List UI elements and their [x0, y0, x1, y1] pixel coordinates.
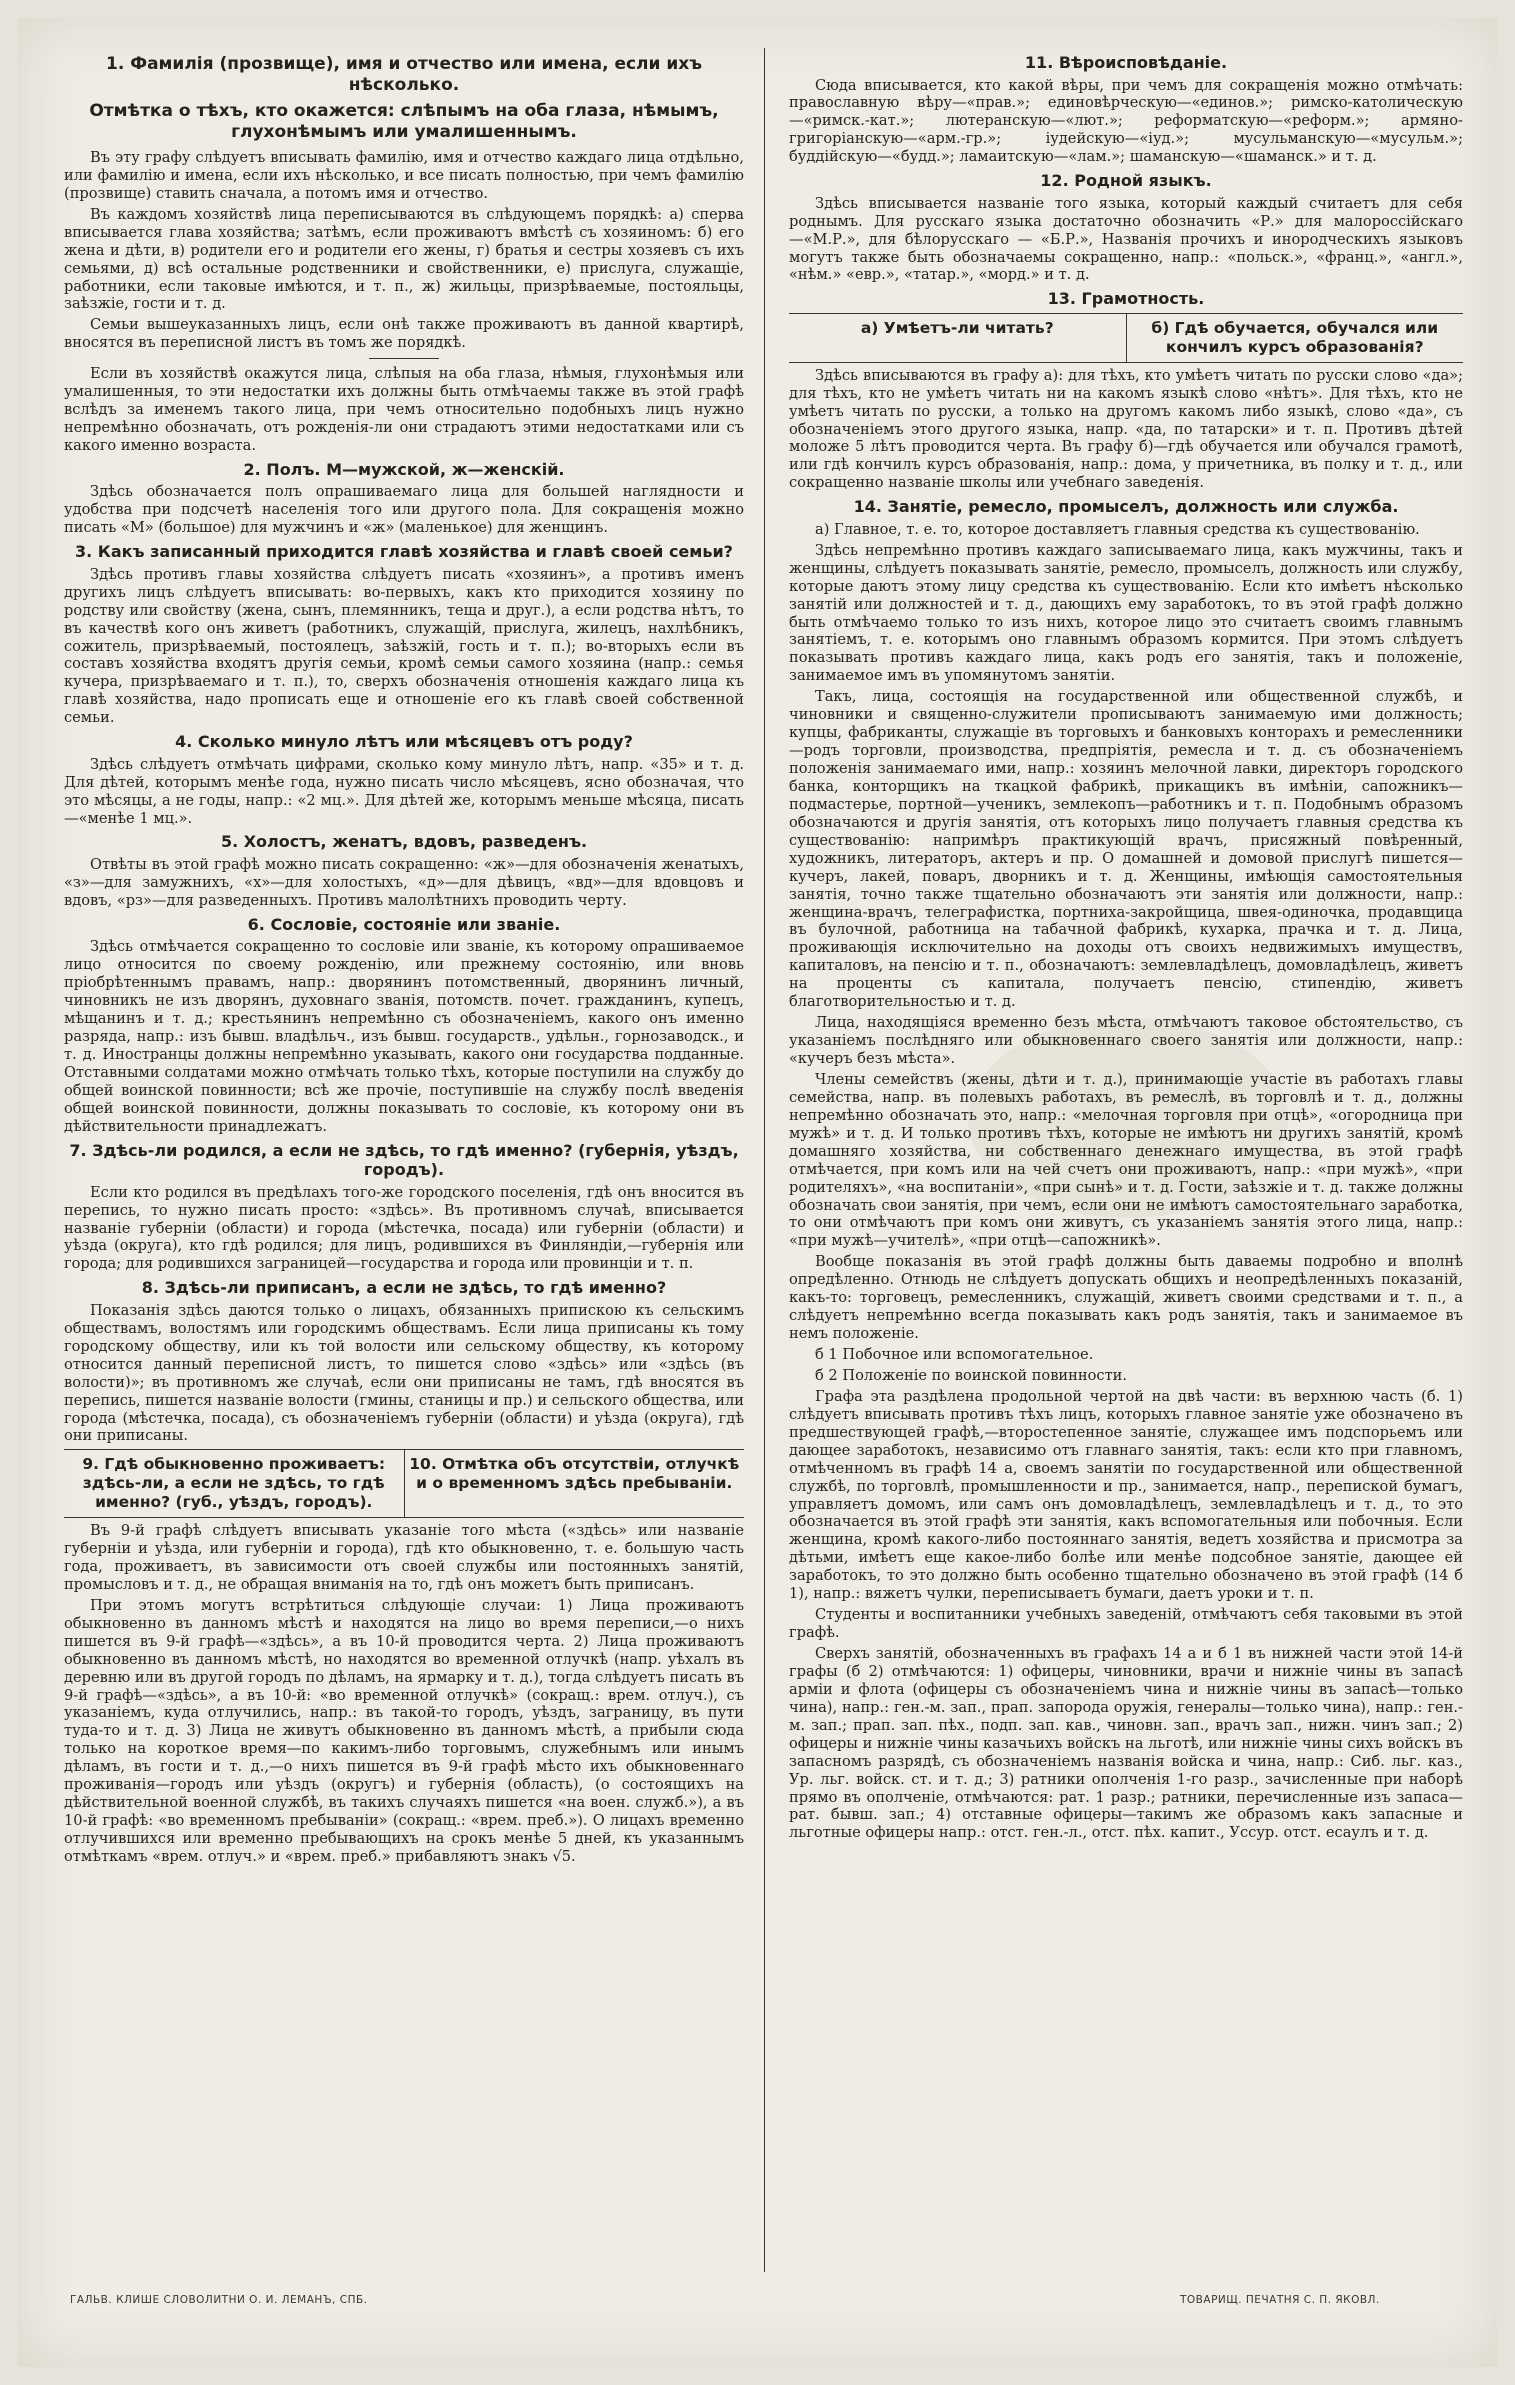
- split-heading: [789, 313, 1463, 363]
- paragraph: Здѣсь слѣдуетъ отмѣчать цифрами, сколько кому минуло лѣтъ, напр. «35» и т. д. Для дѣтей, которымъ менѣе года, нужно писать число мѣсяцевъ, ясно обозначая, что это мѣсяцы, а не годы, напр.: «2 мц.». Для дѣтей же, которымъ меньше мѣсяца, писать—«менѣе 1 мц.».: [64, 755, 744, 827]
- split-heading-right: б) Гдѣ обучается, обучался или кончилъ курсъ образованія?: [1151, 318, 1439, 356]
- left-column: [64, 48, 744, 2277]
- paragraph: б 2 Положеніе по воинской повинности.: [815, 1366, 1128, 1384]
- paragraph: Если кто родился въ предѣлахъ того-же городского поселенія, гдѣ онъ вносится въ перепись, то нужно писать просто: «здѣсь». Въ противномъ случаѣ, вписывается названіе губерніи (области) и города (мѣстечка, посада) или губерніи (области) и уѣзда (округа), кто гдѣ родился; для лицъ, родившихся въ Финляндіи,—губернія или города; для родившихся заграницей—государства и города или провинціи и т. п.: [64, 1183, 744, 1273]
- paragraph: При этомъ могутъ встрѣтиться слѣдующіе случаи: 1) Лица проживаютъ обыкновенно въ данномъ мѣстѣ и находятся на лицо во время переписи,—о нихъ пишется въ 9-й графѣ—«здѣсь», а въ 10-й проводится черта. 2) Лица проживаютъ обыкновенно въ данномъ мѣстѣ, но находятся во временной отлучкѣ (напр. уѣхалъ въ деревню или въ другой городъ по дѣламъ, на ярмарку и т. д.), тогда слѣдуетъ писать въ 9-й графѣ—«здѣсь», а въ 10-й: «во временной отлучкѣ» (сокращ.: врем. отлуч.), съ указаніемъ, куда отлучились, напр.: въ такой-то городъ, уѣздъ, заграницу, въ пути туда-то и т. д. 3) Лица не живутъ обыкновенно въ данномъ мѣстѣ, а прибыли сюда только на короткое время—по какимъ-либо торговымъ, служебнымъ или инымъ дѣламъ, въ гости и т. д.,—о нихъ пишется въ 9-й графѣ мѣсто ихъ обыкновеннаго проживанія—городъ или уѣздъ (округъ) и губернія (область), (о состоящихъ на дѣйствительной военной службѣ, въ такихъ случаяхъ пишется «на воен. служб.»), а въ 10-й графѣ: «во временномъ пребываніи» (сокращ.: «врем. преб.»). О лицахъ временно отлучившихся или временно пребывающихъ на срокъ менѣе 5 дней, къ указаннымъ отмѣткамъ «врем. отлуч.» и «врем. преб.» прибавляютъ знакъ √5.: [64, 1596, 744, 1865]
- paragraph: Здѣсь вписываются въ графу а): для тѣхъ, кто умѣетъ читать по русски слово «да»; для тѣхъ, кто не умѣетъ читать ни на какомъ языкѣ слово «нѣтъ». Для тѣхъ, кто не умѣетъ читать по русски, а только на другомъ какомъ либо языкѣ, слово «да», съ обозначеніемъ этого другого языка, напр. «да, по татарски» и т. п. Противъ дѣтей моложе 5 лѣтъ проводится черта. Въ графу б)—гдѣ обучается или обучался грамотѣ, или гдѣ кончилъ курсъ образованія, напр.: дома, у причетника, въ полку и т. д., или сокращенно названіе школы или учебнаго заведенія.: [789, 366, 1463, 492]
- split-heading-right: 10. Отмѣтка объ отсутствіи, отлучкѣ и о временномъ здѣсь пребываніи.: [409, 1455, 740, 1493]
- section-subheading: 6. Сословіе, состояніе или званіе.: [247, 914, 561, 934]
- paragraph: Студенты и воспитанники учебныхъ заведеній, отмѣчаютъ себя таковыми въ этой графѣ.: [789, 1606, 1463, 1642]
- paragraph: б 1 Побочное или вспомогательное.: [815, 1346, 1094, 1363]
- short-divider: [369, 358, 439, 359]
- footer-right-imprint: ТОВАРИЩ. ПЕЧАТНЯ С. П. ЯКОВЛ.: [1180, 2294, 1380, 2306]
- section-subheading: 4. Сколько минуло лѣтъ или мѣсяцевъ отъ роду?: [175, 732, 633, 752]
- paragraph: Здѣсь вписывается названіе того языка, который каждый считаетъ для себя роднымъ. Для русскаго языка достаточно обозначить «Р.» для малороссійскаго—«М.Р.», для бѣлорусскаго — «Б.Р.», Названія прочихъ и инородческихъ языковъ могутъ также быть обозначаемы сокращенно, напр.: «польск.», «франц.», «англ.», «нѣм.» «евр.», «татар.», «морд.» и т. д.: [789, 194, 1463, 284]
- paragraph: Члены семействъ (жены, дѣти и т. д.), принимающіе участіе въ работахъ главы семейства, напр. въ полевыхъ работахъ, въ ремеслѣ, въ торговлѣ и т. д., должны непремѣнно обозначать это, напр.: «мелочная торговля при отцѣ», «огородница при мужѣ» и т. д. И только противъ тѣхъ, которые не имѣютъ ни другихъ занятій, кромѣ домашняго хозяйства, ни собственнаго денежнаго имущества, въ этой графѣ отмѣчается, при комъ или на чей счетъ они проживаютъ, напр.: «при мужѣ», «при родителяхъ», «на воспитаніи», «при сынѣ» и т. д. Гости, заѣзжіе и т. д. также должны обозначать свои занятія, при чемъ, если они не имѣютъ самостоятельнаго заработка, то они отмѣчаютъ при комъ они живутъ, съ указаніемъ занятія этого лица, напр.: «при мужѣ—учителѣ», «при отцѣ—сапожникѣ».: [789, 1070, 1463, 1250]
- paragraph: Здѣсь непремѣнно противъ каждаго записываемаго лица, какъ мужчины, такъ и женщины, слѣдуетъ показывать занятіе, ремесло, промыселъ, должность или службу, которые даютъ этому лицу средства къ существованію. Если кто имѣетъ нѣсколько занятій или должностей и т. д., дающихъ ему заработокъ, то въ этой графѣ должно быть отмѣчаемо только то изъ нихъ, которое лицо это считаетъ своимъ главнымъ занятіемъ, т. е. которымъ оно главнымъ образомъ кормится. При этомъ слѣдуетъ показывать противъ каждаго лица, какъ родъ его занятія, такъ и положеніе, занимаемое имъ въ упомянутомъ занятіи.: [789, 541, 1463, 685]
- section-heading: 1. Фамилія (прозвище), имя и отчество или имена, если ихъ нѣсколько.: [106, 54, 702, 95]
- footer-left-imprint: ГАЛЬВ. КЛИШЕ СЛОВОЛИТНИ О. И. ЛЕМАНЪ, СПБ.: [70, 2294, 368, 2306]
- paragraph: Такъ, лица, состоящія на государственной или общественной службѣ, и чиновники и священно-служители прописываютъ занимаемую ими должность; купцы, фабриканты, служащіе въ торговыхъ и банковыхъ конторахъ и ремесленники—родъ торговли, производства, предпріятія, ремесла и т. д. съ обозначеніемъ положенія занимаемаго ими, напр.: хозяинъ мелочной лавки, директоръ городского банка, конторщикъ на ткацкой фабрикѣ, прикащикъ въ имѣніи, сапожникъ—подмастерье, портной—ученикъ, землекопъ—работникъ и т. п. Подобнымъ образомъ обозначаются и другія занятія, отъ которыхъ лицо получаетъ главныя средства къ существованію: напримѣръ практикующій врачъ, присяжный повѣренный, художникъ, литераторъ, актеръ и пр. О домашней и домовой прислугѣ пишется—кучеръ, лакей, поваръ, дворникъ и т. д. Женщины, имѣющія самостоятельныя занятія, точно также тщательно обозначаютъ эти занятія или должности, напр.: женщина-врачъ, телеграфистка, портниха-закройщица, швея-одиночка, продавщица въ булочной, работница на табачной фабрикѣ, кухарка, прачка и т. д. Лица, проживающія исключительно на доходы отъ своихъ недвижимыхъ имуществъ, капиталовъ, на пенсію и т. п., обозначаютъ: землевладѣлецъ, домовладѣлецъ, живетъ на проценты съ капитала, получаетъ пенсію, стипендію, живетъ благотворительностью и т. д.: [789, 688, 1463, 1011]
- paragraph: Лица, находящіяся временно безъ мѣста, отмѣчаютъ таковое обстоятельство, съ указаніемъ послѣдняго или обыкновеннаго своего занятія или должности, напр.: «кучеръ безъ мѣста».: [789, 1014, 1463, 1067]
- column-divider: [764, 48, 765, 2272]
- section-heading: Отмѣтка о тѣхъ, кто окажется: слѣпымъ на оба глаза, нѣмымъ, глухонѣмымъ или умалишеннымъ.: [89, 101, 719, 143]
- split-heading-left: а) Умѣетъ-ли читать?: [860, 318, 1054, 337]
- paragraph: Въ эту графу слѣдуетъ вписывать фамилію, имя и отчество каждаго лица отдѣльно, или фамилію и имена, если ихъ нѣсколько, и все писать полностью, при чемъ фамилію (прозвище) ставить сначала, а потомъ имя и отчество.: [64, 148, 744, 202]
- paragraph: а) Главное, т. е. то, которое доставляетъ главныя средства къ существованію.: [815, 520, 1420, 538]
- split-heading: [64, 1449, 744, 1518]
- paragraph: Если въ хозяйствѣ окажутся лица, слѣпыя на оба глаза, нѣмыя, глухонѣмыя или умалишенныя, то эти недостатки ихъ должны быть отмѣчаемы также въ этой графѣ вслѣдъ за именемъ такого лица, при чемъ относительно подобныхъ лицъ нужно непремѣнно обозначать, отъ рожденія-ли они страдаютъ этими недостатками или съ какого именно возраста.: [64, 365, 744, 454]
- split-heading-left: 9. Гдѣ обыкновенно проживаетъ: здѣсь-ли, а если не здѣсь, то гдѣ именно? (губ., уѣздъ, городъ).: [82, 1455, 386, 1512]
- section-subheading: 3. Какъ записанный приходится главѣ хозяйства и главѣ своей семьи?: [75, 542, 733, 562]
- paragraph: Семьи вышеуказанныхъ лицъ, если онѣ также проживаютъ въ данной квартирѣ, вносятся въ переписной листъ въ томъ же порядкѣ.: [64, 316, 744, 352]
- paragraph: Вообще показанія въ этой графѣ должны быть даваемы подробно и вполнѣ опредѣленно. Отнюдь не слѣдуетъ допускать общихъ и неопредѣленныхъ показаній, какъ-то: торговецъ, ремесленникъ, служащій, живетъ своими средствами и т. п., а слѣдуетъ непремѣнно всегда показывать какъ родъ занятія, такъ и занимаемое въ немъ положеніе.: [789, 1253, 1463, 1343]
- section-subheading: 11. Вѣроисповѣданіе.: [1024, 53, 1228, 72]
- section-subheading: 2. Полъ. М—мужской, ж—женскій.: [243, 459, 565, 479]
- paragraph: Графа эта раздѣлена продольной чертой на двѣ части: въ верхнюю часть (б. 1) слѣдуетъ вписывать противъ тѣхъ лицъ, которыхъ главное занятіе уже обозначено въ предшествующей графѣ,—второстепенное занятіе, служащее имъ подспорьемъ или дающее заработокъ, независимо отъ главнаго занятія, такъ: если кто при главномъ, отмѣченномъ въ графѣ 14 а, своемъ занятіи по государственной или общественной службѣ, по торговлѣ, промышленности и пр., занимается, напр., перепиской бумагъ, управляетъ домомъ, или самъ онъ домовладѣлецъ, землевладѣлецъ и т. д., то это обозначается въ этой графѣ эти занятія, какъ вспомогательныя или побочныя. Если женщина, кромѣ какого-либо постояннаго занятія, ведетъ хозяйства и присмотра за дѣтьми, имѣетъ еще какое-либо болѣе или менѣе подсобное занятіе, дающее ей заработокъ, то это должно быть особенно тщательно обозначено въ этой графѣ (14 б 1), напр.: вяжетъ чулки, переписываетъ бумаги, даетъ уроки и т. п.: [789, 1387, 1463, 1603]
- paragraph: Сверхъ занятій, обозначенныхъ въ графахъ 14 а и б 1 въ нижней части этой 14-й графы (б 2) отмѣчаются: 1) офицеры, чиновники, врачи и нижніе чины въ запасѣ арміи и флота (офицеры съ обозначеніемъ чина и нижніе чины въ запасѣ—только чина), напр.: ген.-м. зап., прап. запорода оружія, генералы—только чина), напр.: ген.-м. зап.; прап. зап. пѣх., подп. зап. кав., чиновн. зап., врачъ зап., нижн. чинъ зап.; 2) офицеры и нижніе чины казачьихъ войскъ на льготѣ, или нижніе чины сихъ войскъ въ запасномъ разрядѣ, съ обозначеніемъ названія войска и чина, напр.: Сиб. льг. каз., Ур. льг. войск. ст. и т. д.; 3) ратники ополченія 1-го разр., зачисленные при наборѣ прямо въ ополченіе, отмѣчаются: рат. 1 разр.; ратники, перечисленные изъ запаса—рат. бывш. зап.; 4) отставные офицеры—такимъ же образомъ какъ запасные и льготные офицеры напр.: отст. ген.-л., отст. пѣх. капит., Уссур. отст. есаулъ и т. д.: [789, 1645, 1463, 1842]
- section-subheading: 12. Родной языкъ.: [1040, 171, 1212, 191]
- paragraph: Сюда вписывается, кто какой вѣры, при чемъ для сокращенія можно отмѣчать: православную вѣру—«прав.»; единовѣрческую—«единов.»; римско-католическую—«римск.-кат.»; лютеранскую—«лют.»; реформатскую—«реформ.»; армяно-григоріанскую—«арм.-гр.»; іудейскую—«іуд.»; мусульманскую—«мусульм.»; буддійскую—«будд.»; ламаитскую—«лам.»; шаманскую—«шаманск.» и т. д.: [789, 76, 1463, 166]
- right-column: [789, 48, 1463, 2277]
- paragraph: Здѣсь отмѣчается сокращенно то сословіе или званіе, къ которому опрашиваемое лицо относится по своему рожденію, или прежнему состоянію, или вновь пріобрѣтеннымъ правамъ, напр.: дворянинъ потомственный, дворянинъ личный, чиновникъ не изъ дворянъ, духовнаго званія, потомств. почет. гражданинъ, купецъ, мѣщанинъ и т. д.; крестьянинъ непремѣнно съ обозначеніемъ, какого онъ именно разряда, напр.: изъ бывш. владѣльч., изъ бывш. государств., удѣльн., горнозаводск., и т. д. Иностранцы должны непремѣнно указывать, какого они государства подданные. Отставными солдатами можно отмѣчать только тѣхъ, которые поступили на службу до общей воинской повинности; всѣ же прочіе, поступившіе на службу послѣ введенія общей воинской повинности, должны показывать то сословіе, къ которому они въ дѣйствительности принадлежатъ.: [64, 938, 744, 1135]
- paragraph: Въ каждомъ хозяйствѣ лица переписываются въ слѣдующемъ порядкѣ: а) сперва вписывается глава хозяйства; затѣмъ, если проживаютъ вмѣстѣ съ хозяиномъ: б) его жена и дѣти, в) родители его и родители его жены, г) братья и сестры хозяевъ съ ихъ семьями, д) всѣ остальные родственники и свойственники, е) прислуга, служащіе, работники, если таковые имѣются, и т. п., ж) жильцы, призрѣваемые, постояльцы, заѣзжіе, гости и т. д.: [64, 205, 744, 313]
- census-instruction-sheet: [18, 18, 1497, 2367]
- section-subheading: 13. Грамотность.: [1047, 289, 1205, 309]
- section-subheading: 8. Здѣсь-ли приписанъ, а если не здѣсь, то гдѣ именно?: [141, 1278, 667, 1298]
- paragraph: Здѣсь обозначается полъ опрашиваемаго лица для большей наглядности и удобства при подсчетѣ населенія того или другого пола. Для сокращенія можно писать «М» (большое) для мужчинъ и «ж» (маленькое) для женщинъ.: [64, 483, 744, 537]
- section-subheading: 14. Занятіе, ремесло, промыселъ, должность или служба.: [853, 497, 1399, 517]
- paragraph: Здѣсь противъ главы хозяйства слѣдуетъ писать «хозяинъ», а противъ именъ другихъ лицъ слѣдуетъ вписывать: во-первыхъ, какъ кто приходится хозяину по родству или свойству (жена, сынъ, племянникъ, теща и друг.), а если родства нѣтъ, то въ качествѣ кого онъ живетъ (работникъ, служащій, прислуга, жилецъ, нахлѣбникъ, сожитель, призрѣваемый, постоялецъ, заѣзжій, гость и т. п.); во-вторыхъ если въ составъ хозяйства входятъ другія семьи, кромѣ семьи самого хозяина (напр.: семья кучера, призрѣваемаго и т. п.), то, сверхъ обозначенія отношенія каждаго лица къ главѣ хозяйства, надо прописать еще и отношеніе его къ главѣ своей собственной семьи.: [64, 565, 744, 727]
- paragraph: Въ 9-й графѣ слѣдуетъ вписывать указаніе того мѣста («здѣсь» или названіе губерніи и уѣзда, или губерніи и города), гдѣ кто обыкновенно, т. е. большую часть года, проживаетъ, въ зависимости отъ своей службы или постоянныхъ занятій, промысловъ и т. д., не обращая вниманія на то, гдѣ онъ можетъ быть приписанъ.: [64, 1522, 744, 1593]
- paragraph: Отвѣты въ этой графѣ можно писать сокращенно: «ж»—для обозначенія женатыхъ, «з»—для замужнихъ, «х»—для холостыхъ, «д»—для дѣвицъ, «вд»—для вдовцовъ и вдовъ, «рз»—для разведенныхъ. Противъ малолѣтнихъ проводить черту.: [64, 856, 744, 909]
- section-subheading: 5. Холостъ, женатъ, вдовъ, разведенъ.: [220, 832, 588, 852]
- paragraph: Показанія здѣсь даются только о лицахъ, обязанныхъ припискою къ сельскимъ обществамъ, волостямъ или городскимъ обществамъ. Если лица приписаны къ тому городскому обществу, или къ той волости или сельскому обществу, къ которому относится данный переписной листъ, то пишется слово «здѣсь» или «здѣсь (въ волости)»; въ противномъ же случаѣ, если они приписаны не тамъ, гдѣ вносятся въ перепись, пишется названіе волости (гмины, станицы и пр.) и сельского общества, или города (мѣстечка, посада), съ обозначеніемъ губерніи (области) и уѣзда (округа), гдѣ они приписаны.: [64, 1301, 744, 1445]
- section-subheading: 7. Здѣсь-ли родился, а если не здѣсь, то гдѣ именно? (губернія, уѣздъ, городъ).: [69, 1140, 739, 1180]
